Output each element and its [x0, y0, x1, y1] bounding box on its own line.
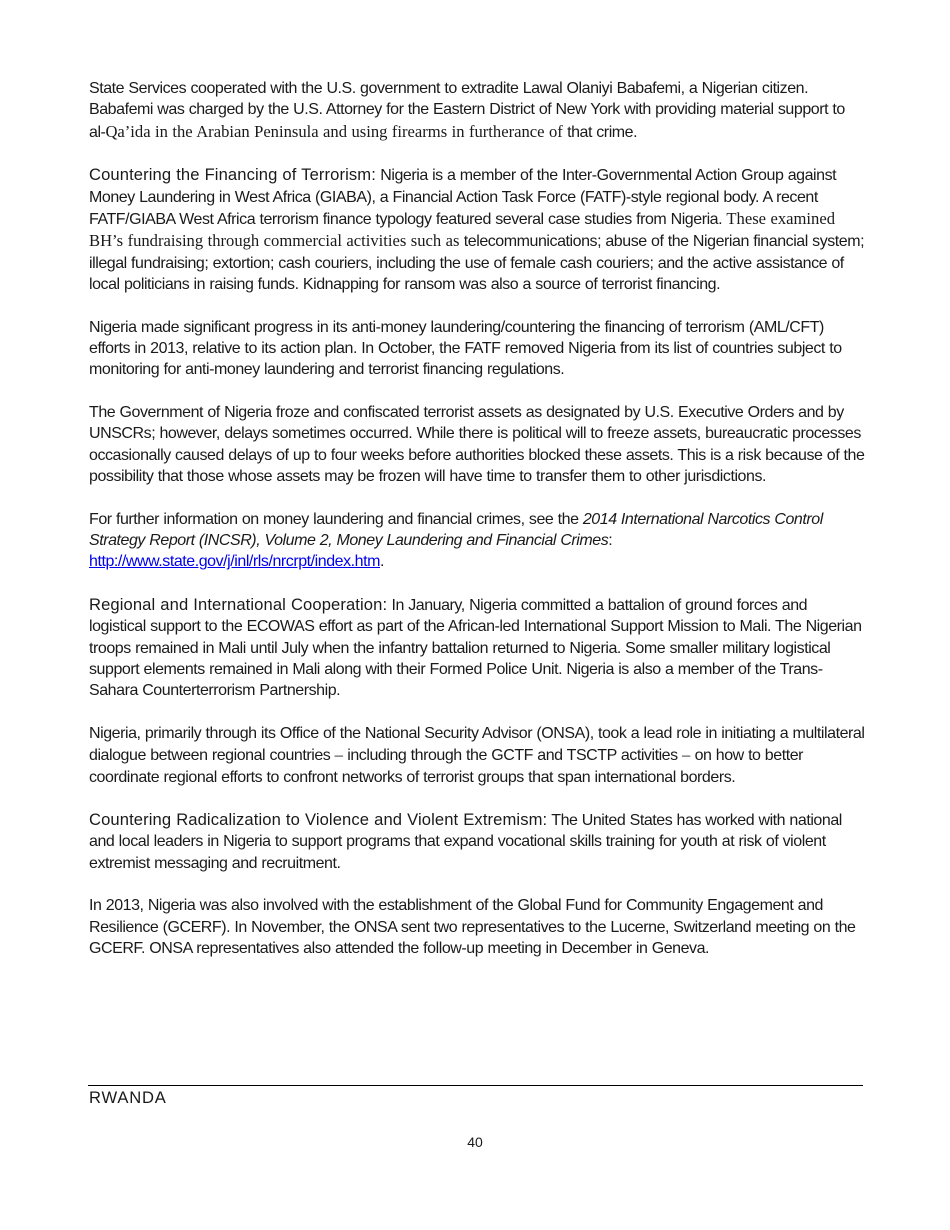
text-run: telecommunications; abuse of the Nigerian financial system; illegal fundraising; extortion; cash couriers, including the use of female cash couriers; and the active assistance of local politicians in raising funds. Kidnapping for ransom was also a source of terrorist financing.: [89, 233, 865, 294]
text-run: State Services cooperated with the U.S. government to extradite Lawal Olaniyi Babafemi, a Nigerian citizen. Babafemi was charged by the U.S. Attorney for the Eastern District of New York with providing material support to al-: [89, 80, 845, 141]
text-run: including through the GCTF and TSCTP activities: [342, 747, 682, 765]
text-run: For further information on money laundering and financial crimes, see the: [89, 510, 583, 528]
text-run: that crime.: [562, 123, 638, 141]
paragraph-extradition: [89, 78, 865, 143]
paragraph-aml-progress: Nigeria made significant progress in its anti-money laundering/countering the financing of terrorism (AML/CFT) efforts in 2013, relative to its action plan. In October, the FATF removed Nigeria from its list of countries subject to monitoring for anti-money laundering and terrorist financing regulations.: [89, 318, 842, 379]
text-run: .: [379, 553, 384, 571]
section-heading-radicalization: Countering Radicalization to Violence and Violent Extremism:: [89, 809, 548, 829]
text-run-serif: Qa’ida in the Arabian Peninsula and using firearms in furtherance of: [105, 121, 563, 141]
report-title: 2014 International Narcotics Control Strategy Report (INCSR), Volume 2, Money Laundering and Financial Crimes: [89, 510, 823, 549]
paragraph-countering-radicalization: [89, 809, 865, 874]
dash: –: [681, 745, 691, 765]
document-body: [89, 78, 865, 980]
text-run: :: [608, 531, 613, 549]
paragraph-regional-cooperation: [89, 594, 865, 702]
text-run-serif: These examined BH’s fundraising through commercial activities such as: [89, 209, 835, 251]
paragraph-financing-terrorism: [89, 164, 865, 295]
paragraph-further-information: [89, 509, 865, 573]
text-run: The United States has worked with national and local leaders in Nigeria to support programs that expand vocational skills training for youth at risk of violent extremist messaging and recruitment.: [89, 811, 842, 872]
next-section-title: RWANDA: [89, 1088, 167, 1107]
text-run: In January, Nigeria committed a battalion of ground forces and logistical support to the ECOWAS effort as part of the African-led International Support Mission to Mali. The Nigerian troops remained in Mali until July when the infantry battalion returned to Nigeria. Some smaller military logistical support elements remained in Mali along with their Formed Police Unit. Nigeria is also a member of the Trans-Sahara Counterterrorism Partnership.: [89, 596, 862, 700]
text-run: Nigeria, primarily through its Office of the National Security Advisor (ONSA), took a lead role in initiating a multilateral dialogue between regional countries: [89, 724, 865, 765]
paragraph-onsa-dialogue: [89, 723, 865, 788]
text-run: Nigeria is a member of the Inter-Governmental Action Group against Money Laundering in West Africa (GIABA), a Financial Action Task Force (FATF)-style regional body. A recent FATF/GIABA West Africa terrorism finance typology featured several case studies from Nigeria.: [89, 167, 837, 229]
paragraph-gcerf: In 2013, Nigeria was also involved with the establishment of the Global Fund for Community Engagement and Resilience (GCERF). In November, the ONSA sent two representatives to the Lucerne, Switzerland meeting on the GCERF. ONSA representatives also attended the follow-up meeting in December in Geneva.: [89, 897, 856, 957]
section-divider: [88, 1085, 863, 1086]
text-run: on how to better coordinate regional efforts to confront networks of terrorist groups that span international borders.: [89, 747, 804, 786]
section-heading-financing: Countering the Financing of Terrorism:: [89, 165, 376, 185]
report-link[interactable]: http://www.state.gov/j/inl/rls/nrcrpt/index.htm: [89, 553, 380, 571]
paragraph-asset-freezing: The Government of Nigeria froze and confiscated terrorist assets as designated by U.S. Executive Orders and by UNSCRs; however, delays sometimes occurred. While there is political will to freeze assets, bureaucratic processes occasionally caused delays of up to four weeks before authorities blocked these assets. This is a risk because of the possibility that those whose assets may be frozen will have time to transfer them to other jurisdictions.: [89, 403, 865, 486]
dash: –: [334, 745, 343, 765]
section-heading-regional: Regional and International Cooperation:: [89, 594, 388, 614]
page-number: 40: [467, 1134, 483, 1150]
